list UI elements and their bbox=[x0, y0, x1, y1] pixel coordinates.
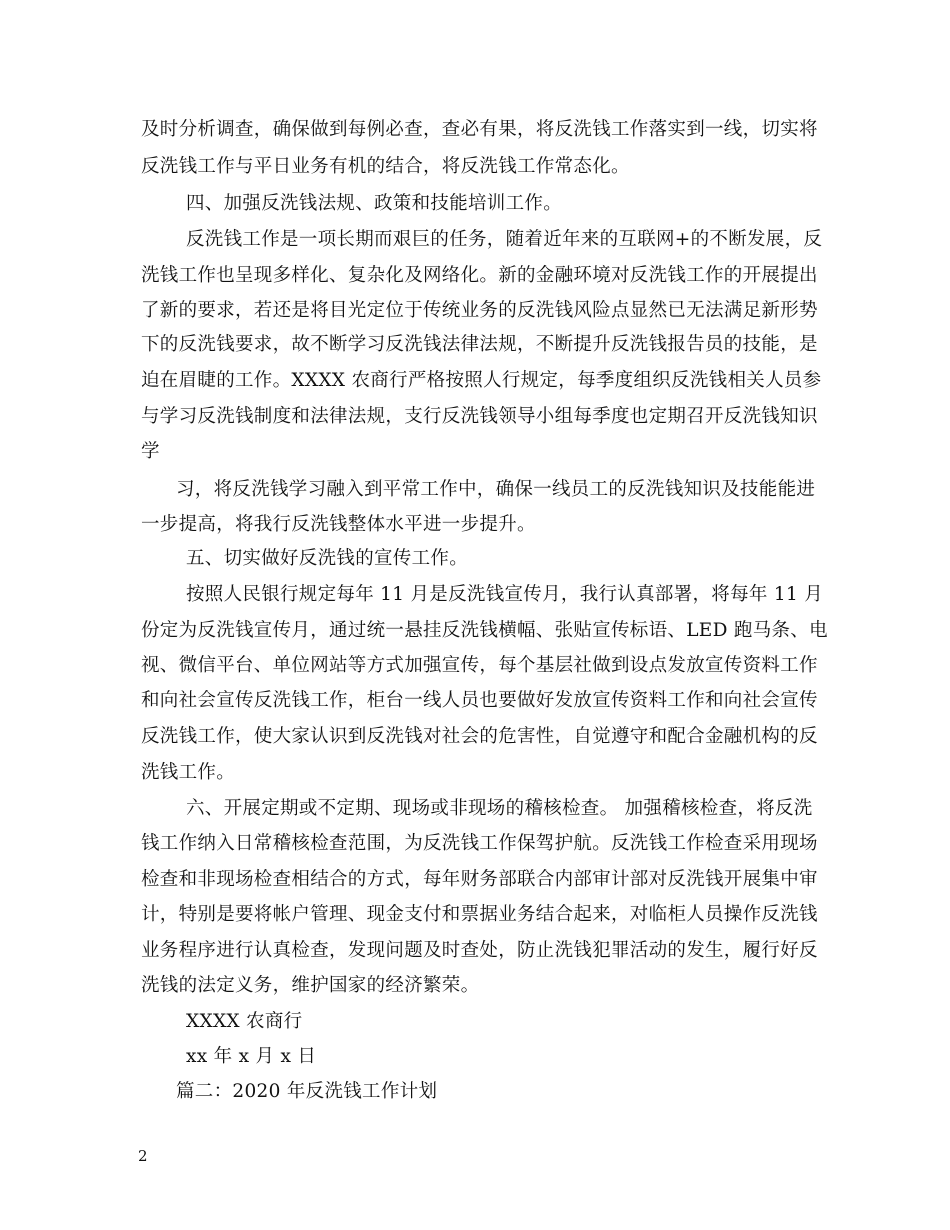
text-line: 反洗钱工作，使大家认识到反洗钱对社会的危害性，自觉遵守和配合金融机构的反 bbox=[141, 726, 818, 747]
text-line: 下的反洗钱要求，故不断学习反洗钱法律法规，不断提升反洗钱报告员的技能，是 bbox=[141, 334, 818, 355]
text-line: 检查和非现场检查相结合的方式，每年财务部联合内部审计部对反洗钱开展集中审 bbox=[141, 869, 818, 890]
text-line: 按照人民银行规定每年 11 月是反洗钱宣传月，我行认真部署，将每年 11 月 bbox=[186, 584, 824, 605]
signature-date: xx 年 x 月 x 日 bbox=[186, 1046, 317, 1067]
text-line: 习，将反洗钱学习融入到平常工作中，确保一线员工的反洗钱知识及技能能进 bbox=[176, 479, 816, 500]
text-line: 反洗钱工作与平日业务有机的结合，将反洗钱工作常态化。 bbox=[141, 156, 630, 177]
text-line: 一步提高，将我行反洗钱整体水平进一步提升。 bbox=[141, 514, 536, 535]
text-line: 与学习反洗钱制度和法律法规，支行反洗钱领导小组每季度也定期召开反洗钱知识 bbox=[141, 406, 818, 427]
text-line: 钱工作纳入日常稽核检查范围，为反洗钱工作保驾护航。反洗钱工作检查采用现场 bbox=[141, 833, 818, 854]
text-line: 及时分析调查，确保做到每例必查，查必有果，将反洗钱工作落实到一线，切实将 bbox=[141, 119, 818, 140]
text-line: 反洗钱工作是一项长期而艰巨的任务，随着近年来的互联网+的不断发展，反 bbox=[186, 229, 823, 250]
page-number: 2 bbox=[138, 1147, 148, 1165]
signature-organization: XXXX 农商行 bbox=[186, 1011, 303, 1032]
section-heading: 四、加强反洗钱法规、政策和技能培训工作。 bbox=[186, 193, 563, 214]
text-line: 学 bbox=[141, 441, 160, 462]
section-heading: 六、开展定期或不定期、现场或非现场的稽核检查。 加强稽核检查，将反洗 bbox=[186, 798, 813, 819]
text-line: 份定为反洗钱宣传月，通过统一悬挂反洗钱横幅、张贴宣传标语、LED 跑马条、电 bbox=[141, 620, 828, 641]
text-line: 和向社会宣传反洗钱工作，柜台一线人员也要做好发放宣传资料工作和向社会宣传 bbox=[141, 690, 818, 711]
text-line: 了新的要求，若还是将目光定位于传统业务的反洗钱风险点显然已无法满足新形势 bbox=[141, 300, 818, 321]
text-line: 洗钱工作。 bbox=[141, 762, 236, 783]
text-line: 视、微信平台、单位网站等方式加强宣传，每个基层社做到设点发放宣传资料工作 bbox=[141, 655, 818, 676]
text-line: 业务程序进行认真检查，发现问题及时查处，防止洗钱犯罪活动的发生，履行好反 bbox=[141, 940, 818, 961]
section-heading: 五、切实做好反洗钱的宣传工作。 bbox=[186, 548, 469, 569]
text-line: 计，特别是要将帐户管理、现金支付和票据业务结合起来，对临柜人员操作反洗钱 bbox=[141, 904, 818, 925]
chapter-title: 篇二：2020 年反洗钱工作计划 bbox=[176, 1081, 438, 1102]
text-line: 洗钱工作也呈现多样化、复杂化及网络化。新的金融环境对反洗钱工作的开展提出 bbox=[141, 265, 818, 286]
text-line: 迫在眉睫的工作。XXXX 农商行严格按照人行规定，每季度组织反洗钱相关人员参 bbox=[141, 370, 822, 391]
text-line: 洗钱的法定义务，维护国家的经济繁荣。 bbox=[141, 975, 480, 996]
